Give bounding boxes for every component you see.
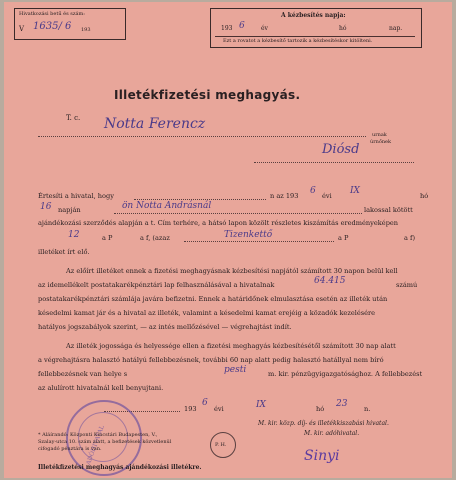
reference-prefix: V bbox=[19, 25, 25, 33]
body-line1-a: Értesíti a hivatal, hogy bbox=[38, 192, 114, 200]
stamp-text: ADÓHIVATAL bbox=[85, 424, 106, 466]
body-line1-c: évi bbox=[322, 192, 332, 200]
body-line4-d: a f) bbox=[404, 234, 416, 242]
delivery-ev: év bbox=[261, 25, 268, 32]
form-caption: Illetékfizetési meghagyás ajándékozási illetékre. bbox=[38, 464, 202, 471]
line4-dots bbox=[184, 241, 334, 242]
reference-number: 1635/ 6 bbox=[33, 21, 72, 32]
recipient-line bbox=[38, 136, 366, 137]
delivery-rule bbox=[215, 36, 415, 37]
date-end: n. bbox=[364, 405, 371, 413]
delivery-note: Ezt a rovatot a kézbesítő tartozik a kézbesítéskor kitölteni. bbox=[223, 38, 373, 44]
para2-line3: postatakarékpénztári számlája javára befizetni. Ennek a határidőnek elmulasztása esetén az illeték után bbox=[38, 295, 388, 303]
tc-label: T. c. bbox=[66, 114, 81, 122]
body-line1-month: IX bbox=[350, 186, 360, 196]
date-month: IX bbox=[256, 400, 266, 410]
para3-line2: a végrehajtásra halasztó hatályú fellebbezésnek, további 60 nap alatt pedig halasztó hatállyal nem bíró bbox=[38, 356, 384, 364]
reference-label: Hivatkozási betű és szám: bbox=[19, 11, 85, 17]
body-line1-year: 6 bbox=[310, 186, 316, 196]
line2-dots bbox=[114, 213, 362, 214]
delivery-ho: hó bbox=[339, 25, 347, 32]
line1-dots-a bbox=[134, 199, 266, 200]
body-line4-c: a P bbox=[338, 234, 349, 242]
body-line1-b: n az 193 bbox=[270, 192, 299, 200]
signature: Sinyi bbox=[304, 448, 340, 464]
body-line3: ajándékozási szerződés alapján a t. Cím terhére, a hátsó lapon közölt részletes kiszámítás eredményeképen bbox=[38, 219, 399, 227]
date-ho: hó bbox=[316, 405, 325, 413]
para3-line3b: m. kir. pénzügyigazgatósághoz. A fellebbezést bbox=[268, 370, 423, 378]
body-line1-d: hó bbox=[420, 192, 429, 200]
reference-year: 193 bbox=[81, 27, 91, 33]
account-number: 64.415 bbox=[314, 276, 346, 286]
delivery-label: A kézbesítés napja: bbox=[281, 12, 346, 19]
body-line4-a: a P bbox=[102, 234, 113, 242]
delivery-year: 6 bbox=[239, 21, 245, 31]
body-line2-b: lakossal kötött bbox=[364, 206, 413, 214]
para3-line4: az alulírott hivatalnál kell benyujtani. bbox=[38, 384, 164, 392]
date-ev: évi bbox=[214, 405, 224, 413]
office-line1: M. kir. közp. díj- és illetékkiszabási hivatal. bbox=[258, 420, 389, 427]
urnak-label: urnak bbox=[372, 132, 387, 138]
reference-box bbox=[14, 8, 126, 40]
date-day: 23 bbox=[336, 399, 348, 409]
footnote-1: * Aláírandó: Központi Kincstári Budapesten, V., bbox=[38, 432, 158, 438]
para3-line1: Az illeték jogossága és helyessége ellen a fizetési meghagyás kézbesítésétől számított 30 nap alatt bbox=[66, 342, 396, 350]
delivery-nap: nap. bbox=[389, 25, 403, 32]
ph-label: P. H. bbox=[215, 442, 227, 448]
delivery-box bbox=[210, 8, 422, 48]
directorate-place: pesti bbox=[224, 365, 247, 375]
para2-line5: hatályos jogszabályok szerint, — az intés mellőzésével — végrehajtást indít. bbox=[38, 323, 292, 331]
place-line bbox=[254, 162, 414, 163]
footnote-2: Szalay-utca 10. szám alatt, a befizetések közvetlenül bbox=[38, 439, 172, 445]
recipient-place: Diósd bbox=[322, 142, 360, 157]
footnote-3: cifogadó pénztára is van. bbox=[38, 446, 102, 452]
body-line5: illetéket írt elő. bbox=[38, 248, 90, 256]
amount-words: Tizenkettő bbox=[224, 230, 273, 240]
para2-line4: késedelmi kamat jár és a hivatal az illeték, valamint a késedelmi kamat erejéig a közadók kezelésére bbox=[38, 309, 376, 317]
para2-line2a: az idemellékelt postatakarékpénztári lap felhasználásával a hivatalnak bbox=[38, 281, 275, 289]
para2-line1: Az előírt illetéket ennek a fizetési meghagyásnak kézbesítési napjától számított 30 napon belül kell bbox=[66, 267, 398, 275]
para2-line2b: számú bbox=[396, 281, 418, 289]
delivery-year-prefix: 193 bbox=[221, 25, 233, 32]
date-year-prefix: 193 bbox=[184, 405, 197, 413]
body-line4-b: a f, (azaz bbox=[140, 234, 170, 242]
body-line2-day: 16 bbox=[40, 202, 52, 212]
date-year: 6 bbox=[202, 398, 208, 408]
para3-line3a: fellebbezésnek van helye s bbox=[38, 370, 128, 378]
document-page bbox=[4, 2, 452, 478]
document-title: Illetékfizetési meghagyás. bbox=[114, 88, 301, 102]
body-line2-a: napján bbox=[58, 206, 81, 214]
body-line2-name: ön Notta Andrásnál bbox=[122, 201, 212, 211]
amount-number: 12 bbox=[68, 230, 80, 240]
urono-label: úrnőnek bbox=[370, 139, 392, 145]
office-line2: M. kir. adóhivatal. bbox=[304, 430, 360, 437]
recipient-name: Notta Ferencz bbox=[104, 116, 206, 132]
